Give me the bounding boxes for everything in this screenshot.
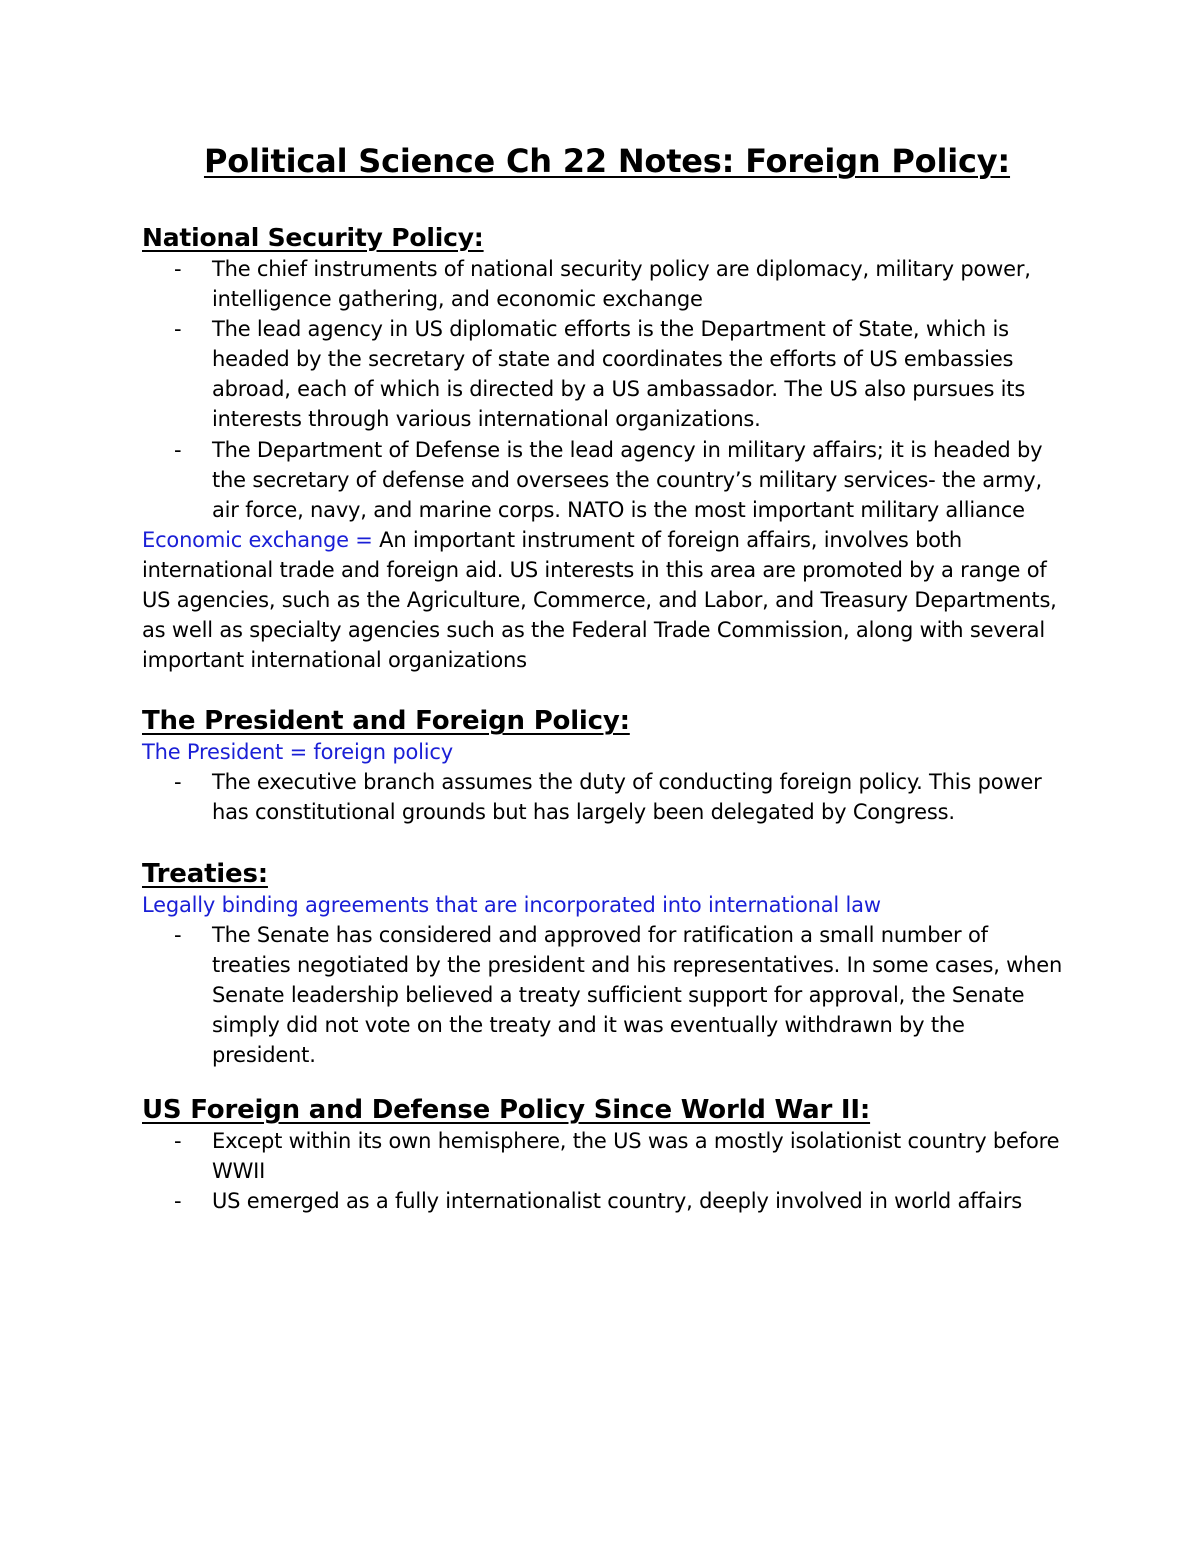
section-president — [142, 705, 1072, 827]
document-page — [142, 140, 1072, 1216]
bullet-list — [142, 254, 1072, 525]
list-item: - The Department of Defense is the lead agency in military affairs; it is headed by the secretary of defense and oversees the country’s military services- the army, air force, navy, and marine corps. NATO is the most important military alliance — [212, 435, 1072, 525]
term-definition: An important instrument of foreign affairs, involves both international trade and foreign aid. US interests in this area are promoted by a range of US agencies, such as the Agriculture, Commerce, and Labor, and Treasury Departments, as well as specialty agencies such as the Federal Trade Commission, along with several important international organizations — [142, 527, 1057, 673]
section-since-wwii — [142, 1094, 1072, 1216]
bullet-list — [142, 767, 1072, 827]
list-item: - The Senate has considered and approved for ratification a small number of treaties negotiated by the president and his representatives. In some cases, when Senate leadership believed a treaty sufficient support for approval, the Senate simply did not vote on the treaty and it was eventually withdrawn by the president. — [212, 920, 1072, 1070]
list-item: - The lead agency in US diplomatic efforts is the Department of State, which is headed by the secretary of state and coordinates the efforts of US embassies abroad, each of which is directed by a US ambassador. The US also pursues its interests through various international organizations. — [212, 314, 1072, 434]
bullet-list — [142, 920, 1072, 1070]
section-heading: US Foreign and Defense Policy Since World War II: — [142, 1094, 871, 1125]
economic-exchange-paragraph — [142, 525, 1072, 675]
section-heading: National Security Policy: — [142, 223, 484, 252]
term-label: Economic exchange = — [142, 527, 373, 552]
list-item: - The chief instruments of national security policy are diplomacy, military power, intelligence gathering, and economic exchange — [212, 254, 1072, 314]
section-heading: The President and Foreign Policy: — [142, 706, 630, 737]
definition-line: The President = foreign policy — [142, 740, 453, 765]
definition-line: Legally binding agreements that are incorporated into international law — [142, 892, 881, 917]
list-item: - US emerged as a fully internationalist country, deeply involved in world affairs — [212, 1186, 1072, 1216]
list-item: - The executive branch assumes the duty of conducting foreign policy. This power has constitutional grounds but has largely been delegated by Congress. — [212, 767, 1072, 827]
section-treaties — [142, 858, 1072, 1070]
list-item: - Except within its own hemisphere, the US was a mostly isolationist country before WWII — [212, 1126, 1072, 1186]
section-heading: Treaties: — [142, 858, 268, 889]
page-title: Political Science Ch 22 Notes: Foreign Policy: — [203, 142, 1011, 180]
bullet-list — [142, 1126, 1072, 1216]
section-national-security — [142, 222, 1072, 675]
